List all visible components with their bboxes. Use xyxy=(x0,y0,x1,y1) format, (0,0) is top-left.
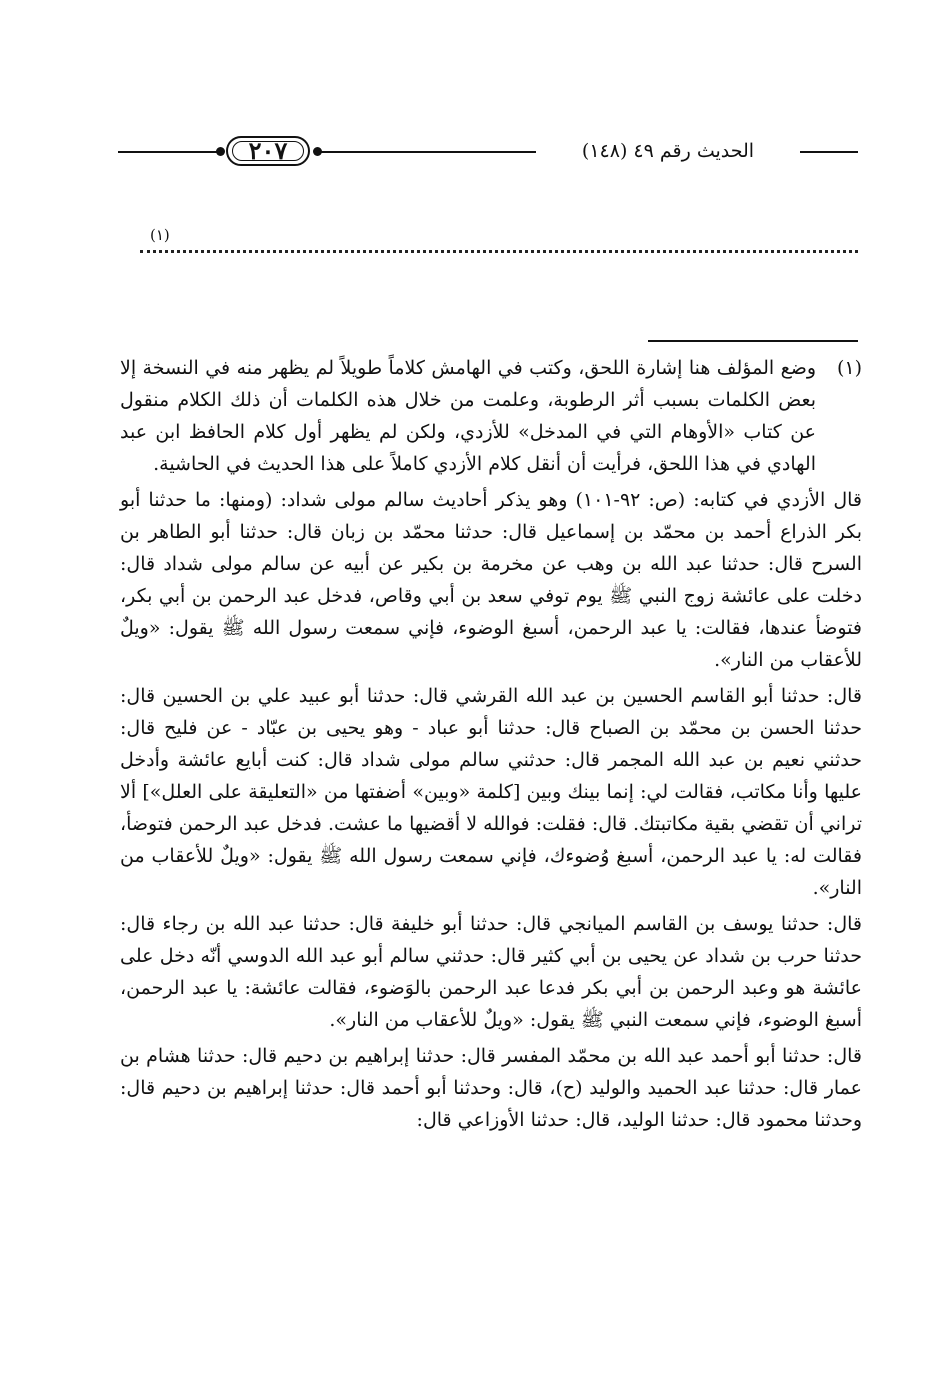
footnote-separator xyxy=(648,340,858,342)
footnotes-section xyxy=(120,352,862,1140)
footnote-paragraph: قال: حدثنا يوسف بن القاسم الميانجي قال: حدثنا أبو خليفة قال: حدثنا عبد الله بن رجاء قال: حدثنا حرب بن شداد عن يحيى بن أبي كثير قال: حدثني سالم أبو عبد الله الدوسي أنّه دخل على عائشة هو وعبد الرحمن بن أبي بكر فدعا عبد الرحمن بالوَضوء، فقالت عائشة: يا عبد الرحمن، أسبغ الوضوء، فإني سمعت النبي ﷺ يقول: «ويلٌ للأعقاب من النار». xyxy=(120,913,862,1031)
footnote-paragraph xyxy=(120,352,862,480)
dotted-line xyxy=(140,250,858,253)
header-rule-middle xyxy=(321,151,536,153)
running-title: الحديث رقم ٤٩ (١٤٨) xyxy=(581,140,755,162)
page-header xyxy=(118,130,858,174)
footnote-reference: (١) xyxy=(150,226,170,244)
page-number: ٢٠٧ xyxy=(248,136,288,165)
footnote-paragraph: قال الأزدي في كتابه: (ص: ٩٢-١٠١) وهو يذكر أحاديث سالم مولى شداد: (ومنها: ما حدثنا أبو بكر الذراع أحمد بن محمّد بن إسماعيل قال: حدثنا محمّد بن زبان قال: حدثنا أبو الطاهر بن السرح قال: حدثنا عبد الله بن وهب عن مخرمة بن بكير عن أبيه عن سالم مولى شداد قال: دخلت على عائشة زوج النبي ﷺ يوم توفي سعد بن أبي وقاص، فدخل عبد الرحمن بن أبي بكر، فتوضأ عندها، فقالت: يا عبد الرحمن، أسبغ الوضوء، فإني سمعت رسول الله ﷺ يقول: «ويلٌ للأعقاب من النار». xyxy=(120,489,862,671)
footnote-text: وضع المؤلف هنا إشارة اللحق، وكتب في الهامش كلاماً طويلاً لم يظهر منه في النسخة إلا بعض الكلمات بسبب أثر الرطوبة، وعلمت من خلال هذه الكلمات أن ذلك الكلام منقول عن كتاب «الأوهام التي في المدخل» للأزدي، ولكن لم يظهر أول كلام الحافظ ابن عبد الهادي في هذا اللحق، فرأيت أن أنقل كلام الأزدي كاملاً على هذا الحديث في الحاشية. xyxy=(120,357,817,475)
footnote-paragraph: قال: حدثنا أبو القاسم الحسين بن عبد الله القرشي قال: حدثنا أبو عبيد علي بن الحسين قال: حدثنا الحسن بن محمّد بن الصباح قال: حدثنا أبو عباد - وهو يحيى بن عبّاد - عن فليح قال: حدثني نعيم بن عبد الله المجمر قال: حدثني سالم مولى شداد قال: كنت أبايع عائشة وأدخل عليها وأنا مكاتب، فقالت لي: إنما بينك وبين [كلمة «وبين» أضفتها من «التعليقة على العلل»] ألا تراني أن تقضي بقية مكاتبتك. قال: فقلت: فوالله لا أقضيها ما عشت. فدخل عبد الرحمن فتوضأ، فقالت له: يا عبد الرحمن، أسبغ وُضوءك، فإني سمعت رسول الله ﷺ يقول: «ويلٌ للأعقاب من النار». xyxy=(120,685,862,899)
footnote-number: (١) xyxy=(836,357,862,379)
header-dot-left xyxy=(216,147,225,156)
header-rule-left xyxy=(118,151,218,153)
lacuna-placeholder xyxy=(140,226,858,266)
footnote-paragraph: قال: حدثنا أبو أحمد عبد الله بن محمّد المفسر قال: حدثنا إبراهيم بن دحيم قال: حدثنا هشام بن عمار قال: حدثنا عبد الحميد والوليد (ح)، قال: وحدثنا أبو أحمد قال: حدثنا إبراهيم بن دحيم قال: وحدثنا محمود قال: حدثنا الوليد، قال: حدثنا الأوزاعي قال: xyxy=(120,1045,862,1131)
header-rule-right xyxy=(800,151,858,153)
